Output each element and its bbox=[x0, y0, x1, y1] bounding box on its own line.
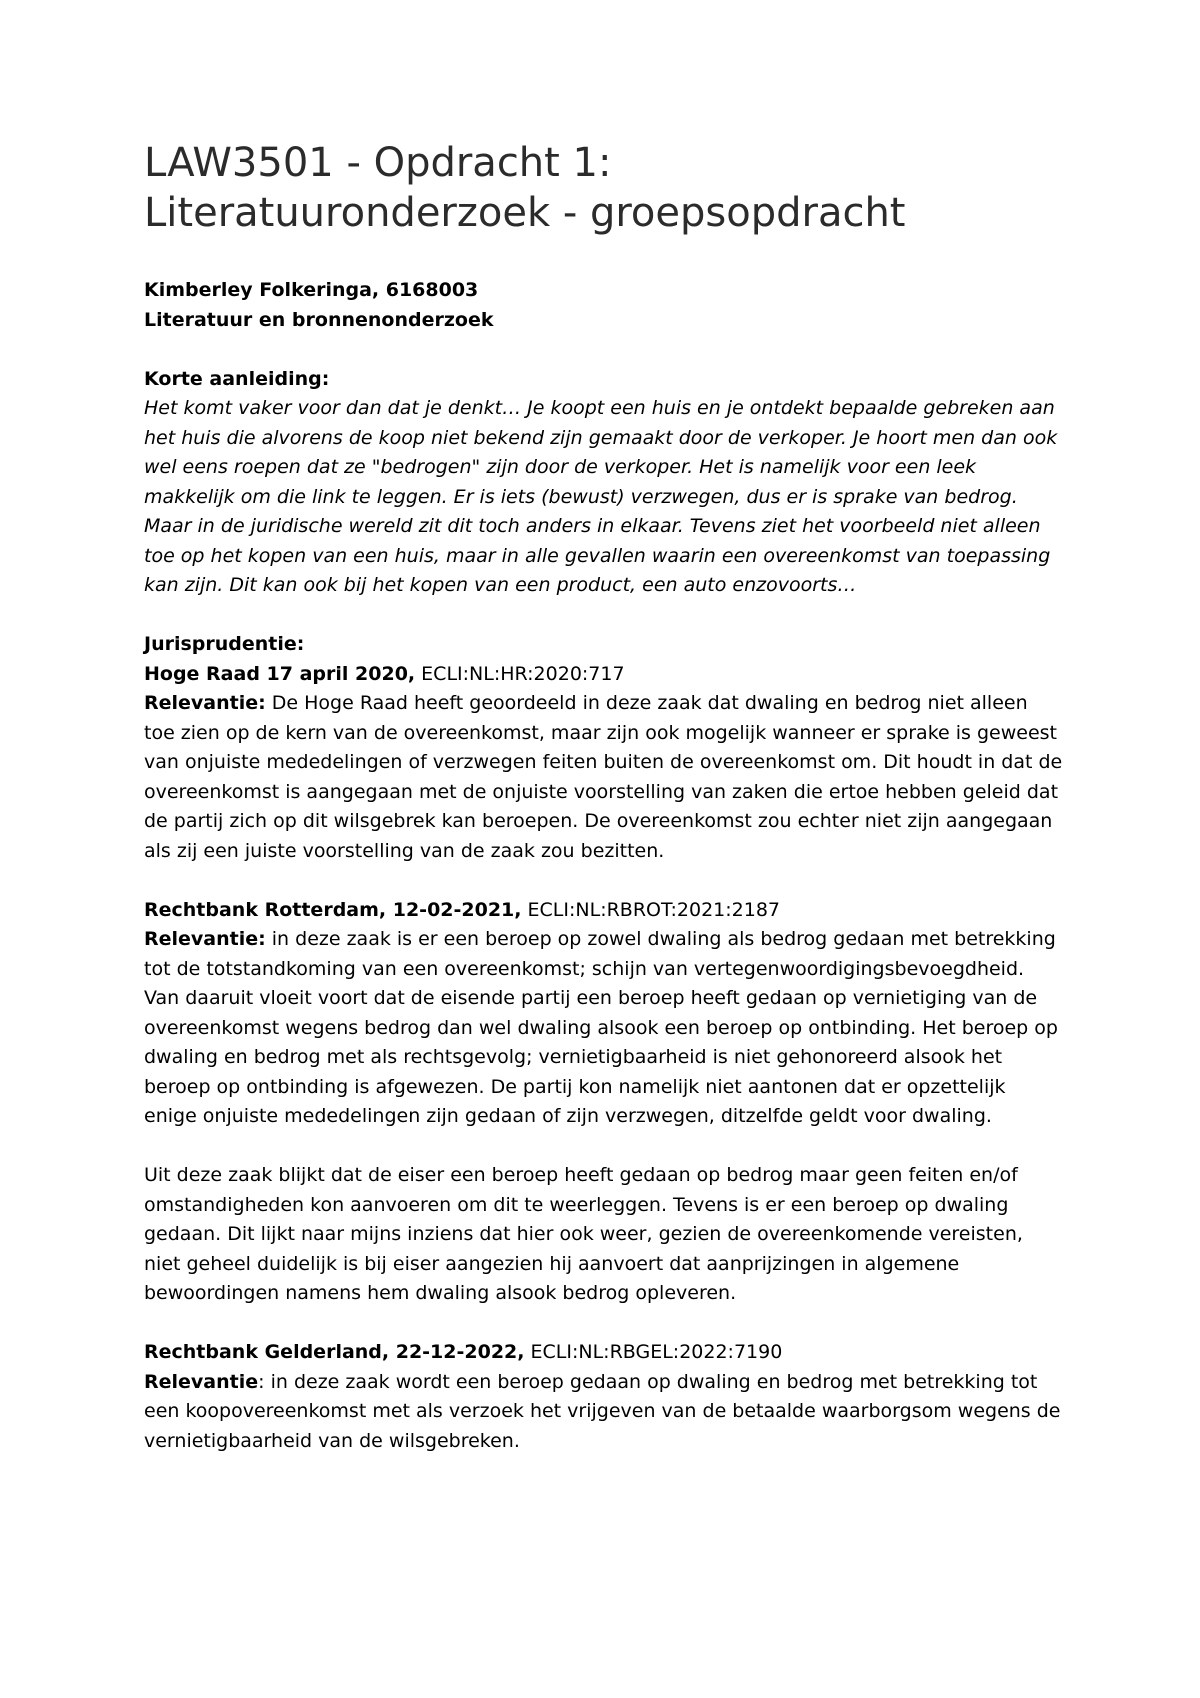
case-hoge-raad bbox=[144, 660, 1064, 867]
case-rechtbank-rotterdam bbox=[144, 896, 1064, 1132]
relevance-text: in deze zaak is er een beroep op zowel dwaling als bedrog gedaan met betrekking tot de totstandkoming van een overeenkomst; schijn van vertegenwoordigingsbevoegdheid. Van daaruit vloeit voort dat de eisende partij een beroep heeft gedaan op vernietiging van de overeenkomst wegens bedrog dan wel dwaling alsook een beroep op ontbinding. Het beroep op dwaling en bedrog met als rechtsgevolg; vernietigbaarheid is niet gehonoreerd alsook het beroep op ontbinding is afgewezen. De partij kon namelijk niet aantonen dat er opzettelijk enige onjuiste mededelingen zijn gedaan of zijn verzwegen, ditzelfde geldt voor dwaling. bbox=[144, 928, 1058, 1127]
title-line-2: Literatuuronderzoek - groepsopdracht bbox=[144, 190, 906, 236]
document-meta bbox=[144, 276, 1064, 335]
document-title bbox=[144, 138, 1064, 238]
title-line-1: LAW3501 - Opdracht 1: bbox=[144, 140, 612, 186]
subtitle-line: Literatuur en bronnenonderzoek bbox=[144, 308, 494, 331]
intro-heading: Korte aanleiding: bbox=[144, 367, 330, 390]
case-citation bbox=[144, 1338, 1064, 1368]
case-relevance bbox=[144, 925, 1064, 1132]
intro-text: Het komt vaker voor dan dat je denkt… Je koopt een huis en je ontdekt bepaalde gebreken aan het huis die alvorens de koop niet bekend zijn gemaakt door de verkoper. Je hoort men dan ook wel eens roepen dat ze "bedrogen" zijn door de verkoper. Het is namelijk voor een leek makkelijk om die link te leggen. Er is iets (bewust) verzwegen, dus er is sprake van bedrog. Maar in de juridische wereld zit dit toch anders in elkaar. Tevens ziet het voorbeeld niet alleen toe op het kopen van een huis, maar in alle gevallen waarin een overeenkomst van toepassing kan zijn. Dit kan ook bij het kopen van een product, een auto enzovoorts… bbox=[144, 397, 1058, 596]
case-relevance bbox=[144, 1368, 1064, 1457]
case-ecli: ECLI:NL:RBROT:2021:2187 bbox=[521, 898, 781, 921]
relevance-label: Relevantie: bbox=[144, 692, 266, 714]
case-ecli: ECLI:NL:HR:2020:717 bbox=[415, 662, 625, 685]
relevance-label: Relevantie: bbox=[144, 928, 266, 950]
case-rotterdam-analysis bbox=[144, 1161, 1064, 1309]
case-relevance bbox=[144, 689, 1064, 866]
case-court: Rechtbank Rotterdam, 12-02-2021, bbox=[144, 898, 522, 921]
case-rechtbank-gelderland bbox=[144, 1338, 1064, 1456]
intro-section bbox=[144, 365, 1064, 601]
case-citation bbox=[144, 660, 1064, 690]
relevance-text: De Hoge Raad heeft geoordeeld in deze zaak dat dwaling en bedrog niet alleen toe zien op de kern van de overeenkomst, maar zijn ook mogelijk wanneer er sprake is geweest van onjuiste mededelingen of verzwegen feiten buiten de overeenkomst om. Dit houdt in dat de overeenkomst is aangegaan met de onjuiste voorstelling van zaken die ertoe hebben geleid dat de partij zich op dit wilsgebrek kan beroepen. De overeenkomst zou echter niet zijn aangegaan als zij een juiste voorstelling van de zaak zou bezitten. bbox=[144, 692, 1063, 862]
document-content bbox=[144, 138, 1064, 1486]
case-ecli: ECLI:NL:RBGEL:2022:7190 bbox=[524, 1341, 783, 1363]
author-line: Kimberley Folkeringa, 6168003 bbox=[144, 279, 479, 301]
case-citation bbox=[144, 896, 1064, 926]
jurisprudence-section bbox=[144, 630, 1064, 1456]
jurisprudence-heading: Jurisprudentie: bbox=[144, 633, 305, 655]
case-court: Rechtbank Gelderland, 22-12-2022, bbox=[144, 1341, 525, 1363]
case-court: Hoge Raad 17 april 2020, bbox=[144, 662, 416, 685]
relevance-label: Relevantie bbox=[144, 1370, 259, 1393]
analysis-text: Uit deze zaak blijkt dat de eiser een beroep heeft gedaan op bedrog maar geen feiten en/of omstandigheden kon aanvoeren om dit te weerleggen. Tevens is er een beroep op dwaling gedaan. Dit lijkt naar mijns inziens dat hier ook weer, gezien de overeenkomende vereisten, niet geheel duidelijk is bij eiser aangezien hij aanvoert dat aanprijzingen in algemene bewoordingen namens hem dwaling alsook bedrog opleveren. bbox=[144, 1164, 1023, 1304]
relevance-text: : in deze zaak wordt een beroep gedaan op dwaling en bedrog met betrekking tot een koopovereenkomst met als verzoek het vrijgeven van de betaalde waarborgsom wegens de vernietigbaarheid van de wilsgebreken. bbox=[144, 1370, 1061, 1452]
